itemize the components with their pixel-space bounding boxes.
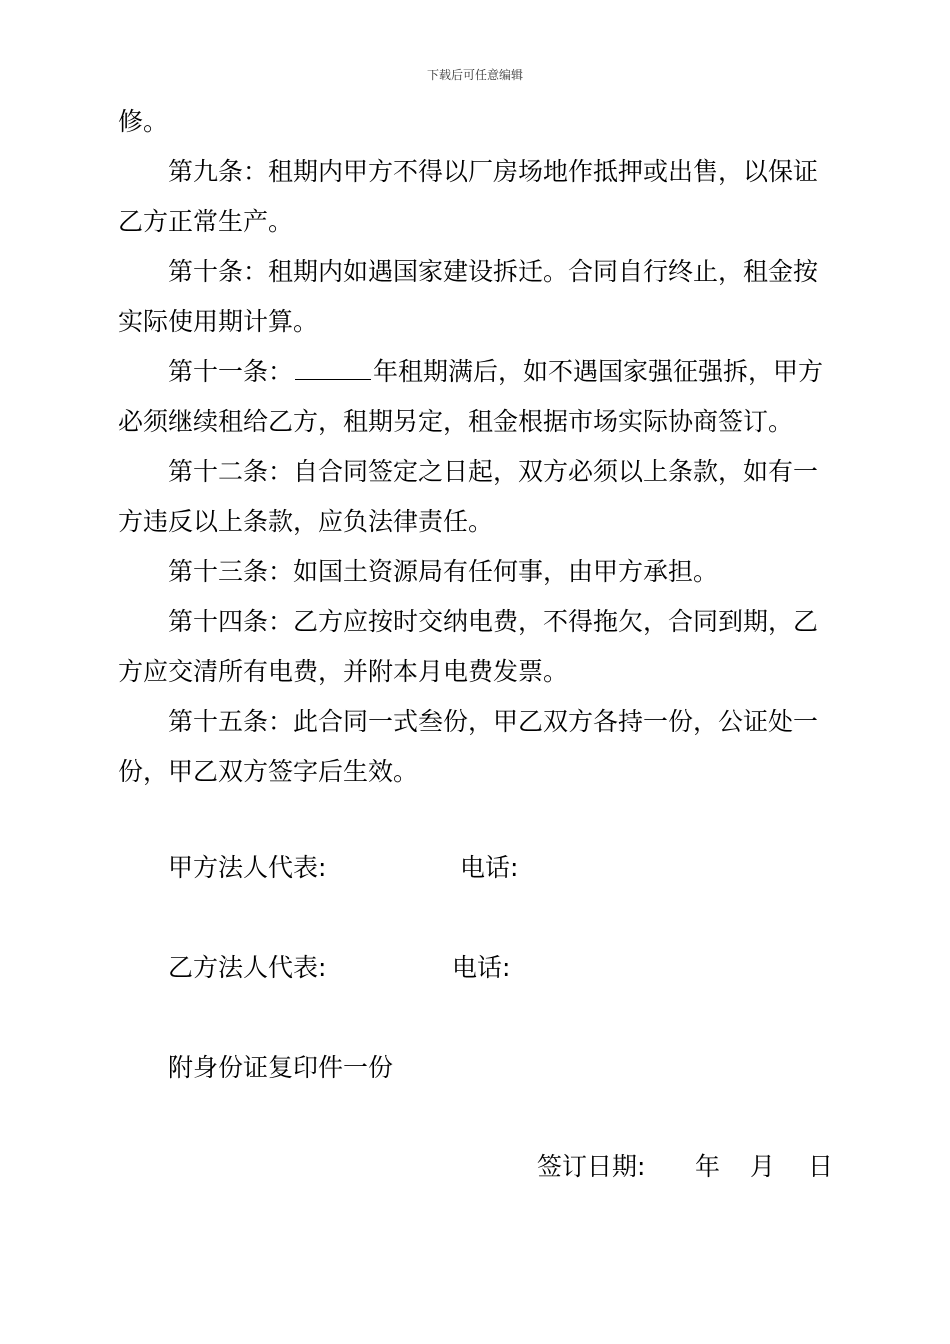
article-11	[118, 347, 834, 447]
date-month-label: 月	[750, 1152, 776, 1181]
party-a-representative-label: 甲方法人代表:	[168, 853, 327, 882]
party-b-phone-label: 电话:	[452, 953, 511, 982]
year-blank-field[interactable]	[295, 357, 371, 380]
party-b-representative-label: 乙方法人代表:	[168, 953, 327, 982]
article-14: 第十四条：乙方应按时交纳电费，不得拖欠，合同到期，乙方应交清所有电费，并附本月电费发票。	[118, 607, 819, 686]
article-11-prefix: 第十一条：	[168, 357, 294, 386]
header-note: 下载后可任意编辑	[426, 68, 523, 82]
contract-body	[118, 97, 834, 797]
paragraph-continuation: 修。	[118, 107, 169, 136]
date-year-label: 年	[695, 1152, 721, 1181]
article-9: 第九条：租期内甲方不得以厂房场地作抵押或出售，以保证乙方正常生产。	[118, 157, 819, 236]
article-11-text: 年租期满后，如不遇国家强征强拆，甲方必须继续租给乙方，租期另定，租金根据市场实际协商签订。	[118, 357, 824, 436]
article-12: 第十二条：自合同签定之日起，双方必须以上条款，如有一方违反以上条款，应负法律责任。	[118, 457, 819, 536]
article-10: 第十条：租期内如遇国家建设拆迁。合同自行终止，租金按实际使用期计算。	[118, 257, 819, 336]
attachment-note: 附身份证复印件一份	[168, 1053, 394, 1082]
article-15: 第十五条：此合同一式叁份，甲乙双方各持一份，公证处一份，甲乙双方签字后生效。	[118, 707, 819, 786]
signing-date-label: 签订日期:	[537, 1152, 646, 1181]
party-a-phone-label: 电话:	[460, 853, 519, 882]
date-day-label: 日	[808, 1152, 834, 1181]
article-13: 第十三条：如国土资源局有任何事，由甲方承担。	[168, 557, 719, 586]
